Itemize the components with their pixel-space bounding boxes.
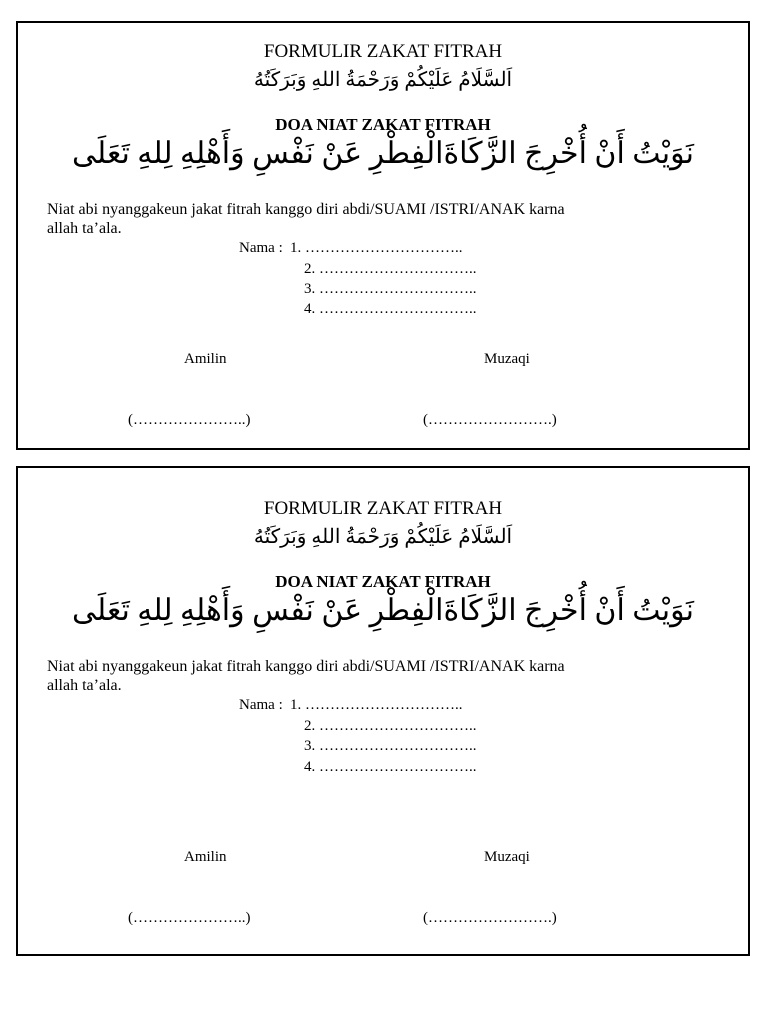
niat-line-1: Niat abi nyanggakeun jakat fitrah kanggo diri abdi/SUAMI /ISTRI/ANAK karna	[47, 658, 565, 675]
form-title: FORMULIR ZAKAT FITRAH	[263, 41, 503, 62]
nama-line-4[interactable]: 4. …………………………..	[304, 759, 477, 775]
muzaqi-label: Muzaqi	[484, 849, 530, 865]
greeting-arabic: اَلسَّلَامُ عَلَيْكُمْ وَرَحْمَةُ اللهِ وَبَرَكَتُهُ	[253, 526, 513, 548]
nama-label: Nama :	[239, 240, 283, 256]
muzaqi-signature[interactable]: (…………………….)	[423, 910, 557, 926]
nama-label: Nama :	[239, 697, 283, 713]
nama-line-3[interactable]: 3. …………………………..	[304, 738, 477, 754]
nama-line-4[interactable]: 4. …………………………..	[304, 301, 477, 317]
niat-line-2: allah ta’ala.	[47, 677, 122, 694]
form-title: FORMULIR ZAKAT FITRAH	[263, 498, 503, 519]
doa-arabic: نَوَيْتُ أَنْ أُخْرِجَ الزَّكَاةَالْفِطْرِ عَنْ نَفْسِ وَأَهْلِهِ لِلهِ تَعَلَى	[72, 594, 694, 627]
amilin-signature[interactable]: (…………………..)	[128, 910, 251, 926]
nama-line-2[interactable]: 2. …………………………..	[304, 261, 477, 277]
amilin-label: Amilin	[184, 849, 227, 865]
amilin-signature[interactable]: (…………………..)	[128, 412, 251, 428]
niat-text	[47, 200, 724, 238]
zakat-form-1	[16, 21, 750, 450]
amilin-label: Amilin	[184, 351, 227, 367]
muzaqi-signature[interactable]: (…………………….)	[423, 412, 557, 428]
niat-line-1: Niat abi nyanggakeun jakat fitrah kanggo diri abdi/SUAMI /ISTRI/ANAK karna	[47, 201, 565, 218]
nama-line-2[interactable]: 2. …………………………..	[304, 718, 477, 734]
muzaqi-label: Muzaqi	[484, 351, 530, 367]
nama-line-1[interactable]: 1. …………………………..	[290, 240, 463, 256]
doa-title: DOA NIAT ZAKAT FITRAH	[275, 572, 491, 591]
nama-line-1[interactable]: 1. …………………………..	[290, 697, 463, 713]
doa-title: DOA NIAT ZAKAT FITRAH	[275, 115, 491, 134]
zakat-form-2	[16, 466, 750, 956]
greeting-arabic: اَلسَّلَامُ عَلَيْكُمْ وَرَحْمَةُ اللهِ وَبَرَكَتُهُ	[253, 69, 513, 91]
niat-line-2: allah ta’ala.	[47, 220, 122, 237]
nama-line-3[interactable]: 3. …………………………..	[304, 281, 477, 297]
doa-arabic: نَوَيْتُ أَنْ أُخْرِجَ الزَّكَاةَالْفِطْرِ عَنْ نَفْسِ وَأَهْلِهِ لِلهِ تَعَلَى	[72, 137, 694, 170]
niat-text	[47, 657, 724, 695]
